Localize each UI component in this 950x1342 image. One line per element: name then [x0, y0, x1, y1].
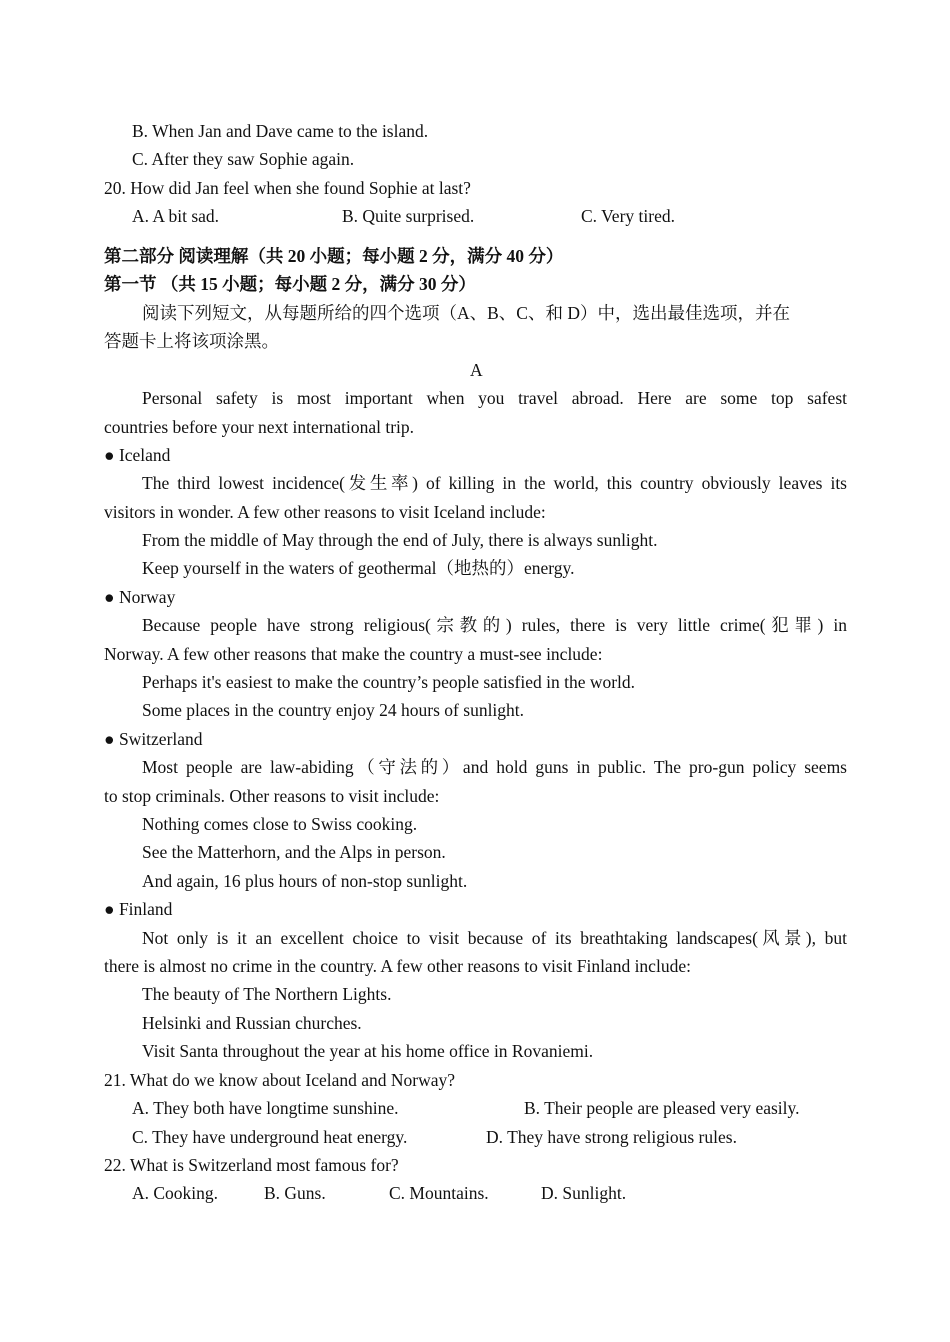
instructions-line2: 答题卡上将该项涂黑。 [104, 331, 279, 351]
q20-option-b: B. Quite surprised. [342, 206, 475, 226]
switzerland-heading: ● Switzerland [104, 729, 203, 749]
instructions-line1: 阅读下列短文，从每题所给的四个选项（A、B、C、和 D）中，选出最佳选项，并在 [142, 303, 790, 323]
finland-reason-3: Visit Santa throughout the year at his home office in Rovaniemi. [142, 1041, 594, 1061]
finland-heading: ● Finland [104, 899, 173, 919]
norway-reason-1: Perhaps it's easiest to make the country’s people satisfied in the world. [142, 672, 636, 692]
iceland-paragraph-line2: visitors in wonder. A few other reasons to visit Iceland include: [104, 502, 546, 522]
q19-option-b: B. When Jan and Dave came to the island. [132, 121, 429, 141]
section1-heading: 第一节 （共 15 小题；每小题 2 分，满分 30 分） [104, 274, 476, 294]
iceland-heading: ● Iceland [104, 445, 171, 465]
intro-line1: Personal safety is most important when you travel abroad. Here are some top safest [142, 388, 847, 408]
iceland-reason-2: Keep yourself in the waters of geothermal（地热的）energy. [142, 558, 575, 578]
norway-heading: ● Norway [104, 587, 176, 607]
q22-question: 22. What is Switzerland most famous for? [104, 1155, 399, 1175]
q21-question: 21. What do we know about Iceland and Norway? [104, 1070, 456, 1090]
q22-option-a: A. Cooking. [132, 1183, 219, 1203]
q21-option-c: C. They have underground heat energy. [132, 1127, 408, 1147]
finland-reason-1: The beauty of The Northern Lights. [142, 984, 392, 1004]
q19-option-c: C. After they saw Sophie again. [132, 149, 355, 169]
q22-option-b: B. Guns. [264, 1183, 326, 1203]
switzerland-paragraph-line1: Most people are law-abiding（守法的）and hold guns in public. The pro-gun policy seems [142, 757, 847, 777]
finland-paragraph-line1: Not only is it an excellent choice to visit because of its breathtaking landscapes(风景), but [142, 928, 847, 948]
norway-paragraph-line1: Because people have strong religious(宗教的) rules, there is very little crime(犯罪) in [142, 615, 847, 635]
norway-paragraph-line2: Norway. A few other reasons that make the country a must-see include: [104, 644, 603, 664]
switzerland-reason-3: And again, 16 plus hours of non-stop sunlight. [142, 871, 468, 891]
q22-option-c: C. Mountains. [389, 1183, 489, 1203]
switzerland-reason-1: Nothing comes close to Swiss cooking. [142, 814, 418, 834]
q21-option-a: A. They both have longtime sunshine. [132, 1098, 399, 1118]
intro-line2: countries before your next international trip. [104, 417, 415, 437]
q22-option-d: D. Sunlight. [541, 1183, 627, 1203]
norway-reason-2: Some places in the country enjoy 24 hours of sunlight. [142, 700, 525, 720]
switzerland-reason-2: See the Matterhorn, and the Alps in person. [142, 842, 446, 862]
q20-question: 20. How did Jan feel when she found Sophie at last? [104, 178, 471, 198]
finland-reason-2: Helsinki and Russian churches. [142, 1013, 362, 1033]
q21-option-d: D. They have strong religious rules. [486, 1127, 737, 1147]
iceland-reason-1: From the middle of May through the end of July, there is always sunlight. [142, 530, 658, 550]
part2-heading: 第二部分 阅读理解（共 20 小题；每小题 2 分，满分 40 分） [104, 246, 564, 266]
q20-option-a: A. A bit sad. [132, 206, 220, 226]
iceland-paragraph-line1: The third lowest incidence(发生率) of killing in the world, this country obviously leaves its [142, 473, 847, 493]
q20-option-c: C. Very tired. [581, 206, 675, 226]
finland-paragraph-line2: there is almost no crime in the country. A few other reasons to visit Finland include: [104, 956, 691, 976]
switzerland-paragraph-line2: to stop criminals. Other reasons to visit include: [104, 786, 440, 806]
q21-option-b: B. Their people are pleased very easily. [524, 1098, 800, 1118]
passage-label: A [470, 360, 483, 380]
